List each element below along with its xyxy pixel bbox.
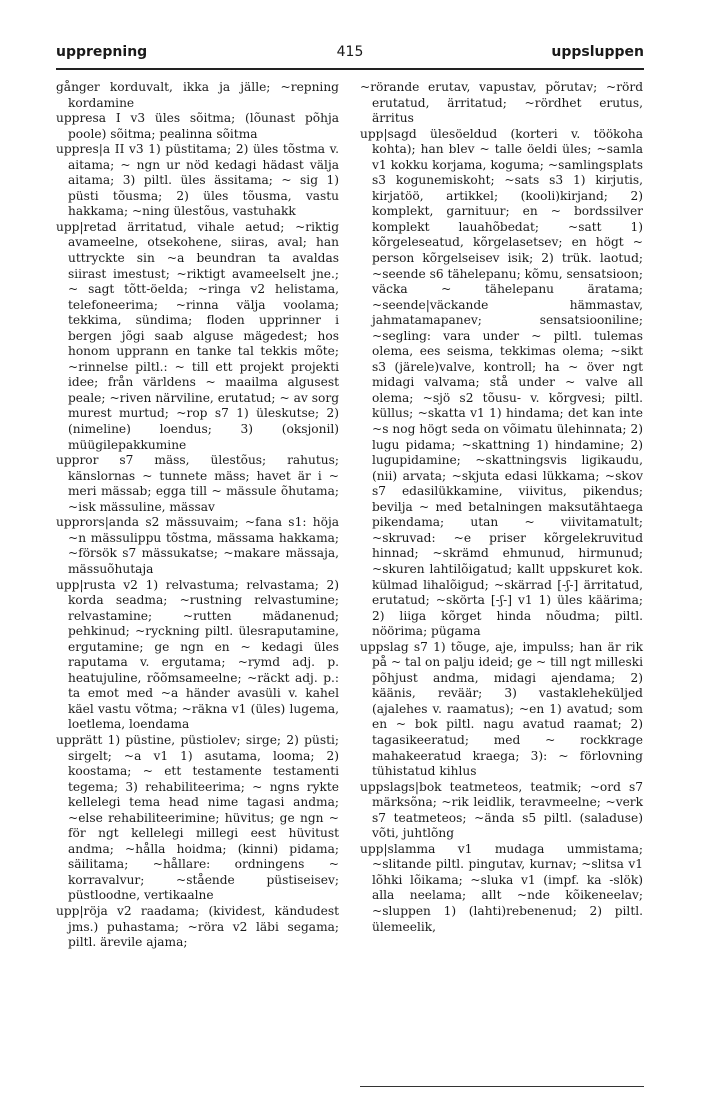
footer-rule (360, 1086, 644, 1087)
running-header (56, 40, 644, 64)
left-column (56, 80, 339, 1090)
dictionary-entry: ~rörande erutav, vapustav, põrutav; ~rörd erutatud, ärritatud; ~rördhet erutus, ärritus (360, 80, 643, 126)
header-left-guideword: upprepning (56, 44, 148, 60)
dictionary-entry: uppslag s7 1) tõuge, aje, impulss; han är rik på ~ tal on palju ideid; ge ~ till ngt milleski põhjust andma, midagi ajendama; 2) käänis, reväär; 3) vastaklehekülјed (ajalehes v. raamatus); ~en 1) avatud; som en ~ bok piltl. nagu avatud raamat; 2) tagasikeeratud; med ~ rockkrage mahakeeratud kraega; 3): ~ förlovning tühistatud kihlus (360, 639, 643, 779)
dictionary-entry: uppror s7 mäss, ülestõus; rahutus; känslornas ~ tunnete mäss; havet är i ~ meri mässab; egga till ~ mässule õhutama; ~isk mässuline, mässav (56, 453, 339, 514)
dictionary-entry: upp|sagd ülesöeldud (korteri v. töökoha kohta); han blev ~ talle öeldi üles; ~samla v1 kokku korjama, koguma; ~samlingsplats s3 kogunemiskoht; ~sats s3 1) kirjutis, kirjatöö, artikkel; (kooli)kirjand; 2) komplekt, garnituur; en ~ bordssilver komplekt lauahõbedat; ~satt 1) kõrgeleseatud, kõrgelasetsev; en högt ~ person kõrgelseisev isik; 2) trük. laotud; ~seende s6 tähelepanu; kõmu, sensatsioon; väcka ~ tähelepanu äratama; ~seende|väckande hämmastav, jahmatamapanev; sensatsiooniline; ~segling: vara under ~ piltl. tulemas olema, ees seisma, tekkimas olema; ~sikt s3 (järele)valve, kontroll; ha ~ över ngt midagi valvama; stå under ~ valve all olema; ~sjö s2 tõusu- v. kõrgvesi; piltl. küllus; ~skatta v1 1) hindama; det kan inte ~s nog högt seda on võimatu ülehinnata; 2) lugu pidama; ~skattning 1) hindamine; 2) lugupidamine; ~skattningsvis ligikaudu, (nii) arvata; ~skjuta edasi lükkama; ~skov s7 edasilükkamine, viivitus, pikendus; bevilja ~ med betalningen maksutähtaega pikendama; utan ~ viivitamatult; ~skruvad: ~e priser kõrgelekruvitud hinnad; ~skrämd ehmunud, hirmunud; ~skuren lahtilõigatud; kallt uppskuret kok. külmad lihalõigud; ~skärrad [-ʃ-] ärritatud, erutatud; ~skörta [-ʃ-] v1 1) üles käärima; 2) liiga kõrget hinda nõudma; piltl. nöörima; pügama (360, 126, 643, 639)
right-column (360, 80, 643, 1090)
dictionary-entry: upprätt 1) püstine, püstiolev; sirge; 2) püsti; sirgelt; ~a v1 1) asutama, looma; 2) koostama; ~ ett testamente testamenti tegema; 3) rehabiliteerima; ~ ngns rykte kellelegi tema head nime tagasi andma; ~else rehabiliteerimine; hüvitus; ge ngn ~ för ngt kellelegi millegi eest hüvitust andma; ~hålla hoidma; (kinni) pidama; säilitama; ~hållare: ordningens ~ korravalvur; ~stående püstiseisev; püstloodne, vertikaalne (56, 732, 339, 903)
dictionary-entry: upp|retad ärritatud, vihale aetud; ~riktig avameelne, otsekohene, siiras, aval; han uttryckte sin ~a beundran ta avaldas siirast imestust; ~riktigt avameelselt jne.; ~ sagt tõtt-öelda; ~ringa v2 helistama, telefoneerima; ~rinna välja voolama; tekkima, sündima; floden upprinner i bergen jõgi saab alguse mägedest; hos honom upprann en tanke tal tekkis mõte; ~rinnelse piltl.: ~ till ett projekt projekti idee; från världens ~ maailma algusest peale; ~riven närviline, erutatud; ~ av sorg murest murtud; ~rop s7 1) üleskutse; 2) (nimeline) loendus; 3) (oksjonil) müügilepakkumine (56, 219, 339, 452)
dictionary-entry: upprors|anda s2 mässuvaim; ~fana s1: höja ~n mässulippu tõstma, mässama hakkama; ~försök s7 mässukatse; ~makare mässaja, mässuõhutaja (56, 515, 339, 576)
dictionary-entry: uppresa I v3 üles sõitma; (lõunast põhja poole) sõitma; pealinna sõitma (56, 111, 339, 141)
dictionary-entry: gånger korduvalt, ikka ja jälle; ~repning kordamine (56, 80, 339, 110)
header-rule (56, 68, 644, 70)
dictionary-entry: uppslags|bok teatmeteos, teatmik; ~ord s7 märksõna; ~rik leidlik, teravmeelne; ~verk s7 teatmeteos; ~ända s5 piltl. (saladuse) võti, juhtlõng (360, 779, 643, 841)
dictionary-entry: upp|slamma v1 mudaga ummistama; ~slitande piltl. pingutav, kurnav; ~slitsa v1 lõhki lõikama; ~sluka v1 (impf. ka -slök) alla neelama; allt ~nde kõikeneelav; ~sluppen 1) (lahti)rebenenud; 2) piltl. ülemeelik, (360, 841, 643, 934)
dictionary-entry: upp|rusta v2 1) relvastuma; relvastama; 2) korda seadma; ~rustning relvastumine; relvastamine; ~rutten mädanenud; pehkinud; ~ryckning piltl. ülesraputamine, ergutamine; ge ngn en ~ kedagi üles raputama v. ergutama; ~rymd adj. p. heatujuline, rõõmsameelne; ~räckt adj. p.: ta emot med ~a händer avasüli v. kahel käel vastu võtma; ~räkna v1 (üles) lugema, loetlema, loendama (56, 577, 339, 732)
header-right-guideword: uppsluppen (551, 44, 644, 60)
page-number: 415 (336, 44, 364, 60)
dictionary-entry: uppres|a II v3 1) püstitama; 2) üles tõstma v. aitama; ~ ngn ur nöd kedagi hädast välja aitama; 3) piltl. üles ässitama; ~ sig 1) püsti tõusma; 2) üles tõusma, vastu hakkama; ~ning ülestõus, vastuhakk (56, 142, 339, 219)
dictionary-entry: upp|röja v2 raadama; (kividest, kändudest jms.) puhastama; ~röra v2 läbi segama; piltl. ärevile ajama; (56, 903, 339, 950)
